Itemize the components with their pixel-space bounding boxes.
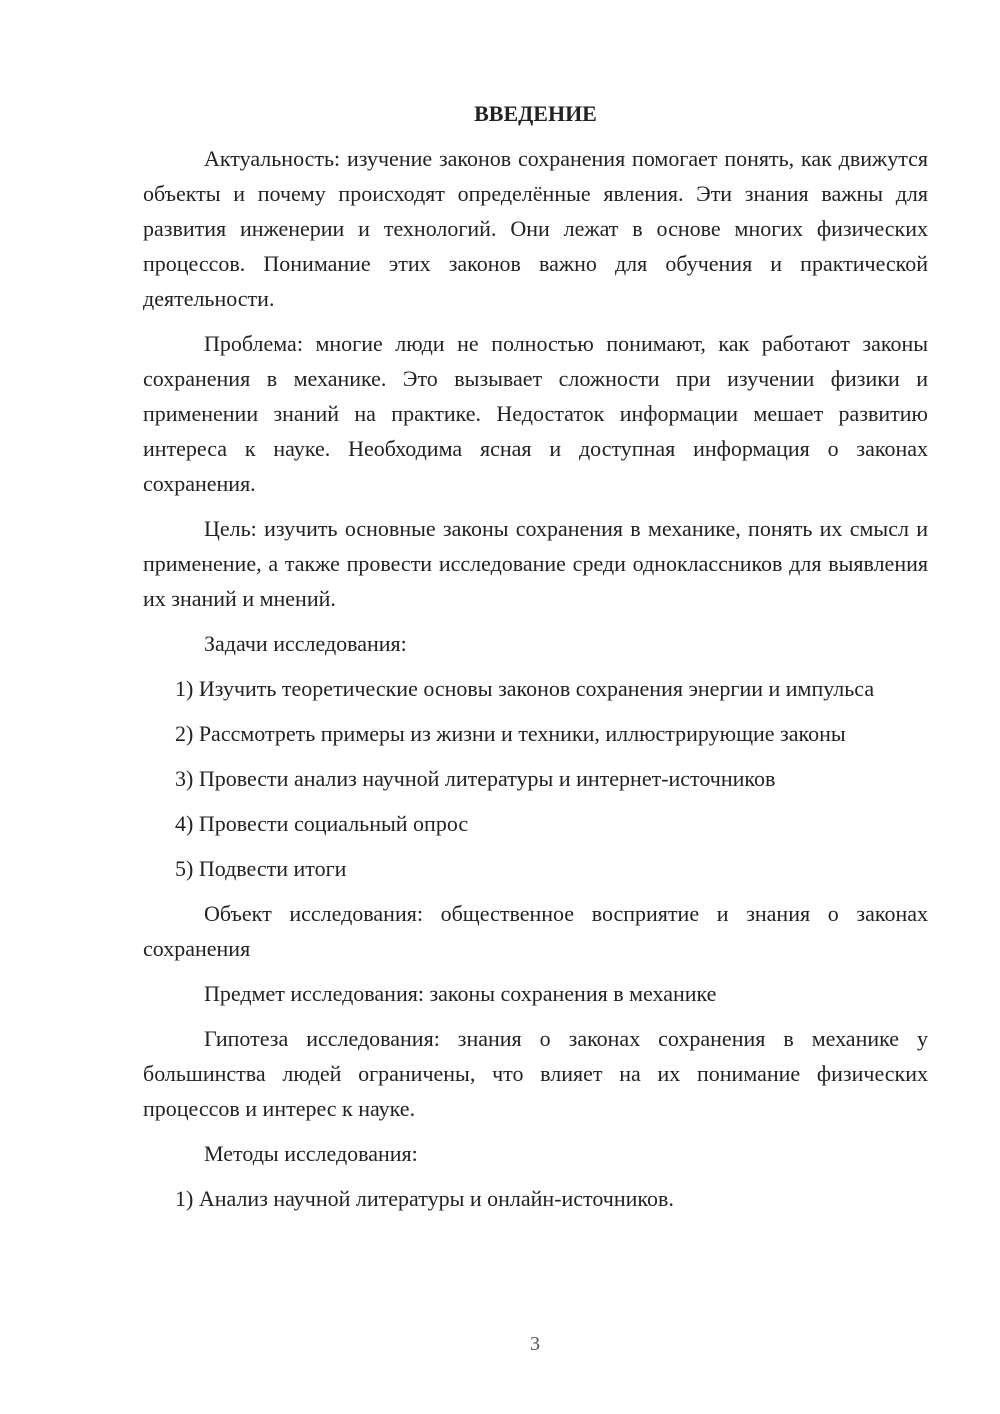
document-page bbox=[143, 96, 928, 1226]
paragraph-tasks-heading: Задачи исследования: bbox=[204, 631, 407, 656]
paragraph-object: Объект исследования: общественное восприятие и знания о законах сохранения bbox=[143, 901, 928, 961]
paragraph-relevance: Актуальность: изучение законов сохранения помогает понять, как движутся объекты и почему происходят определённые явления. Эти знания важны для развития инженерии и технологий. Они лежат в основе многих физических процессов. Понимание этих законов важно для обучения и практической деятельности. bbox=[143, 146, 928, 311]
paragraph-problem: Проблема: многие люди не полностью понимают, как работают законы сохранения в механике. Это вызывает сложности при изучении физики и применении знаний на практике. Недостаток информации мешает развитию интереса к науке. Необходима ясная и доступная информация о законах сохранения. bbox=[143, 331, 928, 496]
paragraph-subject: Предмет исследования: законы сохранения в механике bbox=[204, 981, 717, 1006]
paragraph-goal: Цель: изучить основные законы сохранения в механике, понять их смысл и применение, а также провести исследование среди одноклассников для выявления их знаний и мнений. bbox=[143, 516, 928, 611]
task-item-4: 4) Провести социальный опрос bbox=[175, 811, 469, 836]
task-item-5: 5) Подвести итоги bbox=[175, 856, 347, 881]
task-item-2: 2) Рассмотреть примеры из жизни и техники, иллюстрирующие законы bbox=[175, 721, 846, 746]
task-item-3: 3) Провести анализ научной литературы и интернет-источников bbox=[175, 766, 776, 791]
task-item-1: 1) Изучить теоретические основы законов сохранения энергии и импульса bbox=[175, 676, 875, 701]
page-number: 3 bbox=[530, 1333, 540, 1355]
method-item-1: 1) Анализ научной литературы и онлайн-источников. bbox=[175, 1186, 674, 1211]
paragraph-hypothesis: Гипотеза исследования: знания о законах сохранения в механике у большинства людей ограничены, что влияет на их понимание физических процессов и интерес к науке. bbox=[143, 1026, 928, 1121]
section-title: ВВЕДЕНИЕ bbox=[474, 101, 597, 126]
paragraph-methods-heading: Методы исследования: bbox=[204, 1141, 418, 1166]
